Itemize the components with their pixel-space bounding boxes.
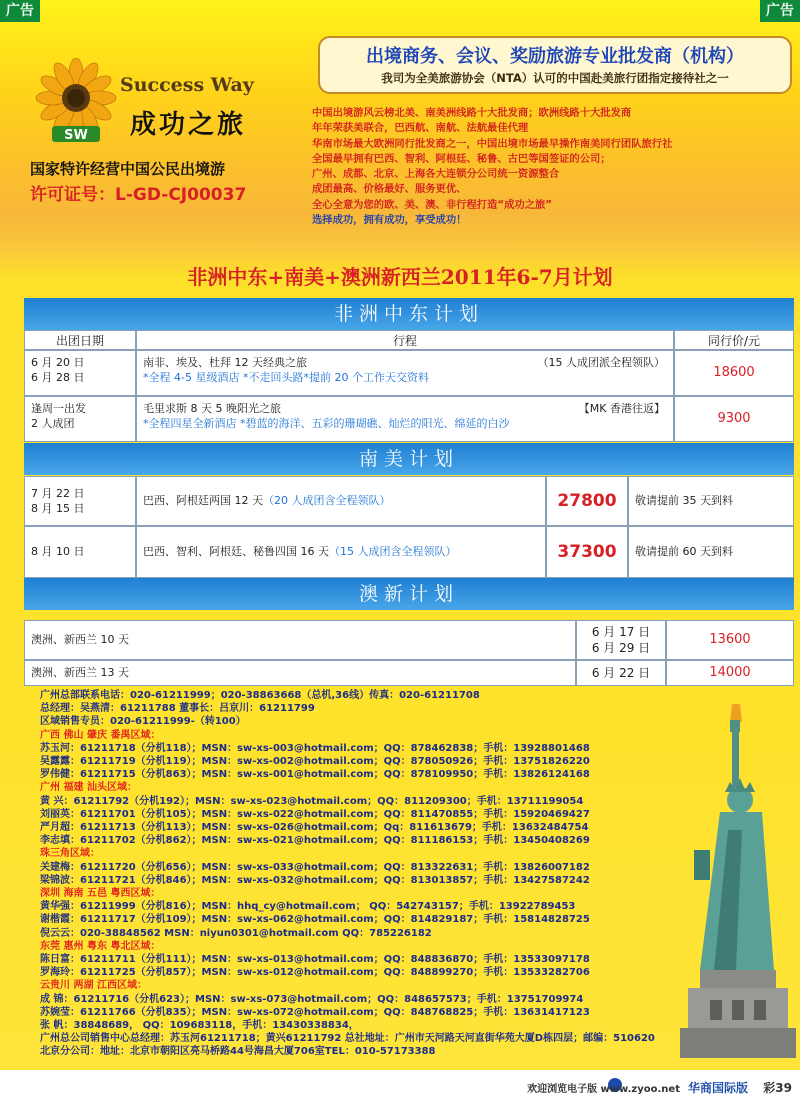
table-row-date: 8 月 10 日 (24, 526, 136, 578)
license-statement: 国家特许经营中国公民出境游 (30, 160, 226, 178)
section-south-america: 南美计划 (24, 443, 794, 475)
contact-line: 苏玉河：61211718（分机118）；MSN：sw-xs-003@hotmail.com；QQ：878462838；手机：13928801468 (40, 742, 590, 754)
banner-subtitle: 我司为全美旅游协会（NTA）认可的中国赴美旅行团指定接待社之一 (381, 71, 729, 85)
ad-label-right: 广告 (760, 0, 800, 22)
intro-line: 全心全意为您的欧、美、澳、非行程打造“成功之旅” (312, 198, 553, 211)
table-row-deadline: 敬请提前 60 天到料 (628, 526, 794, 578)
main-title: 非洲中东+南美+澳洲新西兰2011年6-7月计划 (187, 265, 613, 289)
contact-line: 关建梅：61211720（分机656）；MSN：sw-xs-033@hotmail.com；QQ：813322631；手机：13826007182 (40, 861, 590, 873)
intro-line: 年年荣获美联合，巴西航、南航、法航最佳代理 (312, 122, 529, 135)
contact-line: 苏婉莹：61211766（分机835）；MSN：sw-xs-072@hotmail.com；QQ：848768825；手机：13631417123 (40, 1006, 590, 1018)
contact-line: 成 锦：61211716（分机623）；MSN：sw-xs-073@hotmail.com；QQ：848657573；手机：13751709974 (40, 993, 584, 1005)
intro-line: 成团最高、价格最好、服务更优、 (312, 183, 467, 196)
contact-line: 广州总公司销售中心总经理：苏玉河61211718；黄兴61211792 总社地址：广州市天河路天河直街华苑大厦D栋四层；邮编：510620 (40, 1033, 655, 1045)
table-row-date: 6 月 22 日 (576, 660, 666, 686)
footer-website[interactable]: 欢迎浏览电子版 www.zyoo.net (527, 1084, 680, 1095)
brand-name-english: Success Way (120, 74, 254, 96)
svg-text:SW: SW (64, 128, 88, 143)
section-australia-new-zealand: 澳新计划 (24, 578, 794, 610)
table-row-date: 6 月 20 日 6 月 28 日 (24, 350, 136, 396)
contact-line: 张 帆：38848689， QQ：109683118，手机：13430338834， (40, 1020, 359, 1032)
table-row-itinerary: 毛里求斯 8 天 5 晚阳光之旅 【MK 香港往返】 *全程四星全新酒店 *碧蓝的海洋、五彩的珊瑚礁、灿烂的阳光、绵延的白沙 (136, 396, 674, 442)
contact-line: 区域销售专员：020-61211999-（转100） (40, 716, 246, 728)
contact-region-heading: 珠三角区域： (40, 848, 100, 860)
table-row-route: 澳洲、新西兰 10 天 (24, 620, 576, 660)
contact-line: 李志填：61211702（分机862）；MSN：sw-xs-021@hotmail.com；QQ：811186153；手机：13450408269 (40, 835, 590, 847)
section-africa-middle-east: 非洲中东计划 (24, 298, 794, 330)
header-itinerary: 行程 (136, 330, 674, 350)
contact-line: 北京分公司：地址：北京市朝阳区亮马桥路44号海昌大厦706室TEL：010-57173388 (40, 1046, 436, 1058)
contact-line: 倪云云：020-38848562 MSN：niyun0301@hotmail.com QQ：785226182 (40, 927, 432, 939)
contact-region-heading: 云贵川 两湖 江西区域： (40, 980, 147, 992)
table-row-date: 6 月 17 日 6 月 29 日 (576, 620, 666, 660)
contact-region-heading: 深圳 海南 五邑 粤西区域： (40, 888, 161, 900)
intro-line: 广州、成都、北京、上海各大连锁分公司统一资源整合 (312, 168, 560, 181)
contact-line: 黄华强：61211999（分机816）；MSN：hhq_cy@hotmail.com； QQ：542743157；手机：13922789453 (40, 901, 576, 913)
company-intro (312, 106, 797, 228)
table-row-date: 逢周一出发 2 人成团 (24, 396, 136, 442)
contact-line: 梁锦波：61211721（分机846）；MSN：sw-xs-032@hotmail.com；QQ：813013857；手机：13427587242 (40, 874, 590, 886)
table-row-route: 澳洲、新西兰 13 天 (24, 660, 576, 686)
header-banner (318, 36, 792, 94)
table-row-price: 13600 (666, 620, 794, 660)
table-row-price: 18600 (674, 350, 794, 396)
intro-line: 全国最早拥有巴西、智利、阿根廷、秘鲁、古巴等国签证的公司； (312, 152, 611, 165)
contact-line: 黄 兴：61211792（分机192）；MSN：sw-xs-023@hotmail.com；QQ：811209300；手机：13711199054 (40, 795, 584, 807)
table-row-date: 7 月 22 日 8 月 15 日 (24, 476, 136, 526)
table-row-price: 9300 (674, 396, 794, 442)
contact-line: 严月超：61211713（分机113）；MSN：sw-xs-026@hotmail.com；Qq：811613679；手机：13632484754 (40, 822, 589, 834)
table-row-route: 巴西、智利、阿根廷、秘鲁四国 16 天（15 人成团含全程领队） (136, 526, 546, 578)
footer-page-number: 彩39 (763, 1081, 792, 1095)
contact-region-heading: 广州 福建 汕头区域： (40, 782, 137, 794)
ad-label-left: 广告 (0, 0, 40, 22)
contact-region-heading: 广西 佛山 肇庆 番禺区域： (40, 729, 161, 741)
sunflower-logo-icon (28, 58, 132, 148)
contact-line: 罗海玲：61211725（分机857）；MSN：sw-xs-012@hotmail.com；QQ：848899270；手机：13533282706 (40, 967, 590, 979)
table-row-deadline: 敬请提前 35 天到料 (628, 476, 794, 526)
contact-line: 总经理：吴燕清：61211788 董事长：吕京川：61211799 (40, 703, 315, 715)
table-row-price: 14000 (666, 660, 794, 686)
intro-line: 中国出境游风云榜北美、南美洲线路十大批发商；欧洲线路十大批发商 (312, 107, 632, 119)
intro-line: 选择成功，拥有成功，享受成功！ (312, 214, 467, 227)
table-row-price: 37300 (546, 526, 628, 578)
statue-of-liberty-icon (670, 700, 800, 1060)
contact-line: 罗伟健：61211715（分机863）；MSN：sw-xs-001@hotmail.com；QQ：878109950；手机：13826124168 (40, 769, 590, 781)
footer-brand: 华商国际版 (687, 1081, 748, 1095)
banner-title: 出境商务、会议、奖励旅游专业批发商（机构） (366, 46, 744, 67)
header-price: 同行价/元 (674, 330, 794, 350)
brand-name-chinese: 成功之旅 (130, 110, 247, 140)
table-row-itinerary: 南非、埃及、杜拜 12 天经典之旅 （15 人成团派全程领队） *全程 4-5 星级酒店 *不走回头路*提前 20 个工作天交资料 (136, 350, 674, 396)
contact-line: 陈日富：61211711（分机111）；MSN：sw-xs-013@hotmail.com；QQ：848836870；手机：13533097178 (40, 954, 590, 966)
intro-line: 华南市场最大欧洲同行批发商之一，中国出境市场最早操作南美同行团队旅行社 (312, 137, 673, 150)
table-row-route: 巴西、阿根廷两国 12 天（20 人成团含全程领队） (136, 476, 546, 526)
contact-line: 谢楷霞：61211717（分机109）；MSN：sw-xs-062@hotmail.com；QQ：814829187；手机：15814828725 (40, 914, 590, 926)
contact-region-heading: 东莞 惠州 粤东 粤北区域： (40, 940, 161, 952)
contact-line: 刘丽英：61211701（分机105）；MSN：sw-xs-022@hotmail.com；QQ：811470855；手机：15920469427 (40, 808, 590, 820)
header-date: 出团日期 (24, 330, 136, 350)
table-row-price: 27800 (546, 476, 628, 526)
contact-line: 广州总部联系电话：020-61211999；020-38863668（总机,36线）传真：020-61211708 (40, 690, 480, 701)
contact-line: 吴露露：61211719（分机119）；MSN：sw-xs-002@hotmail.com；QQ：878050926；手机：13751826220 (40, 756, 590, 768)
page-footer (0, 1070, 800, 1100)
license-number: 许可证号：L-GD-CJ00037 (30, 185, 247, 205)
